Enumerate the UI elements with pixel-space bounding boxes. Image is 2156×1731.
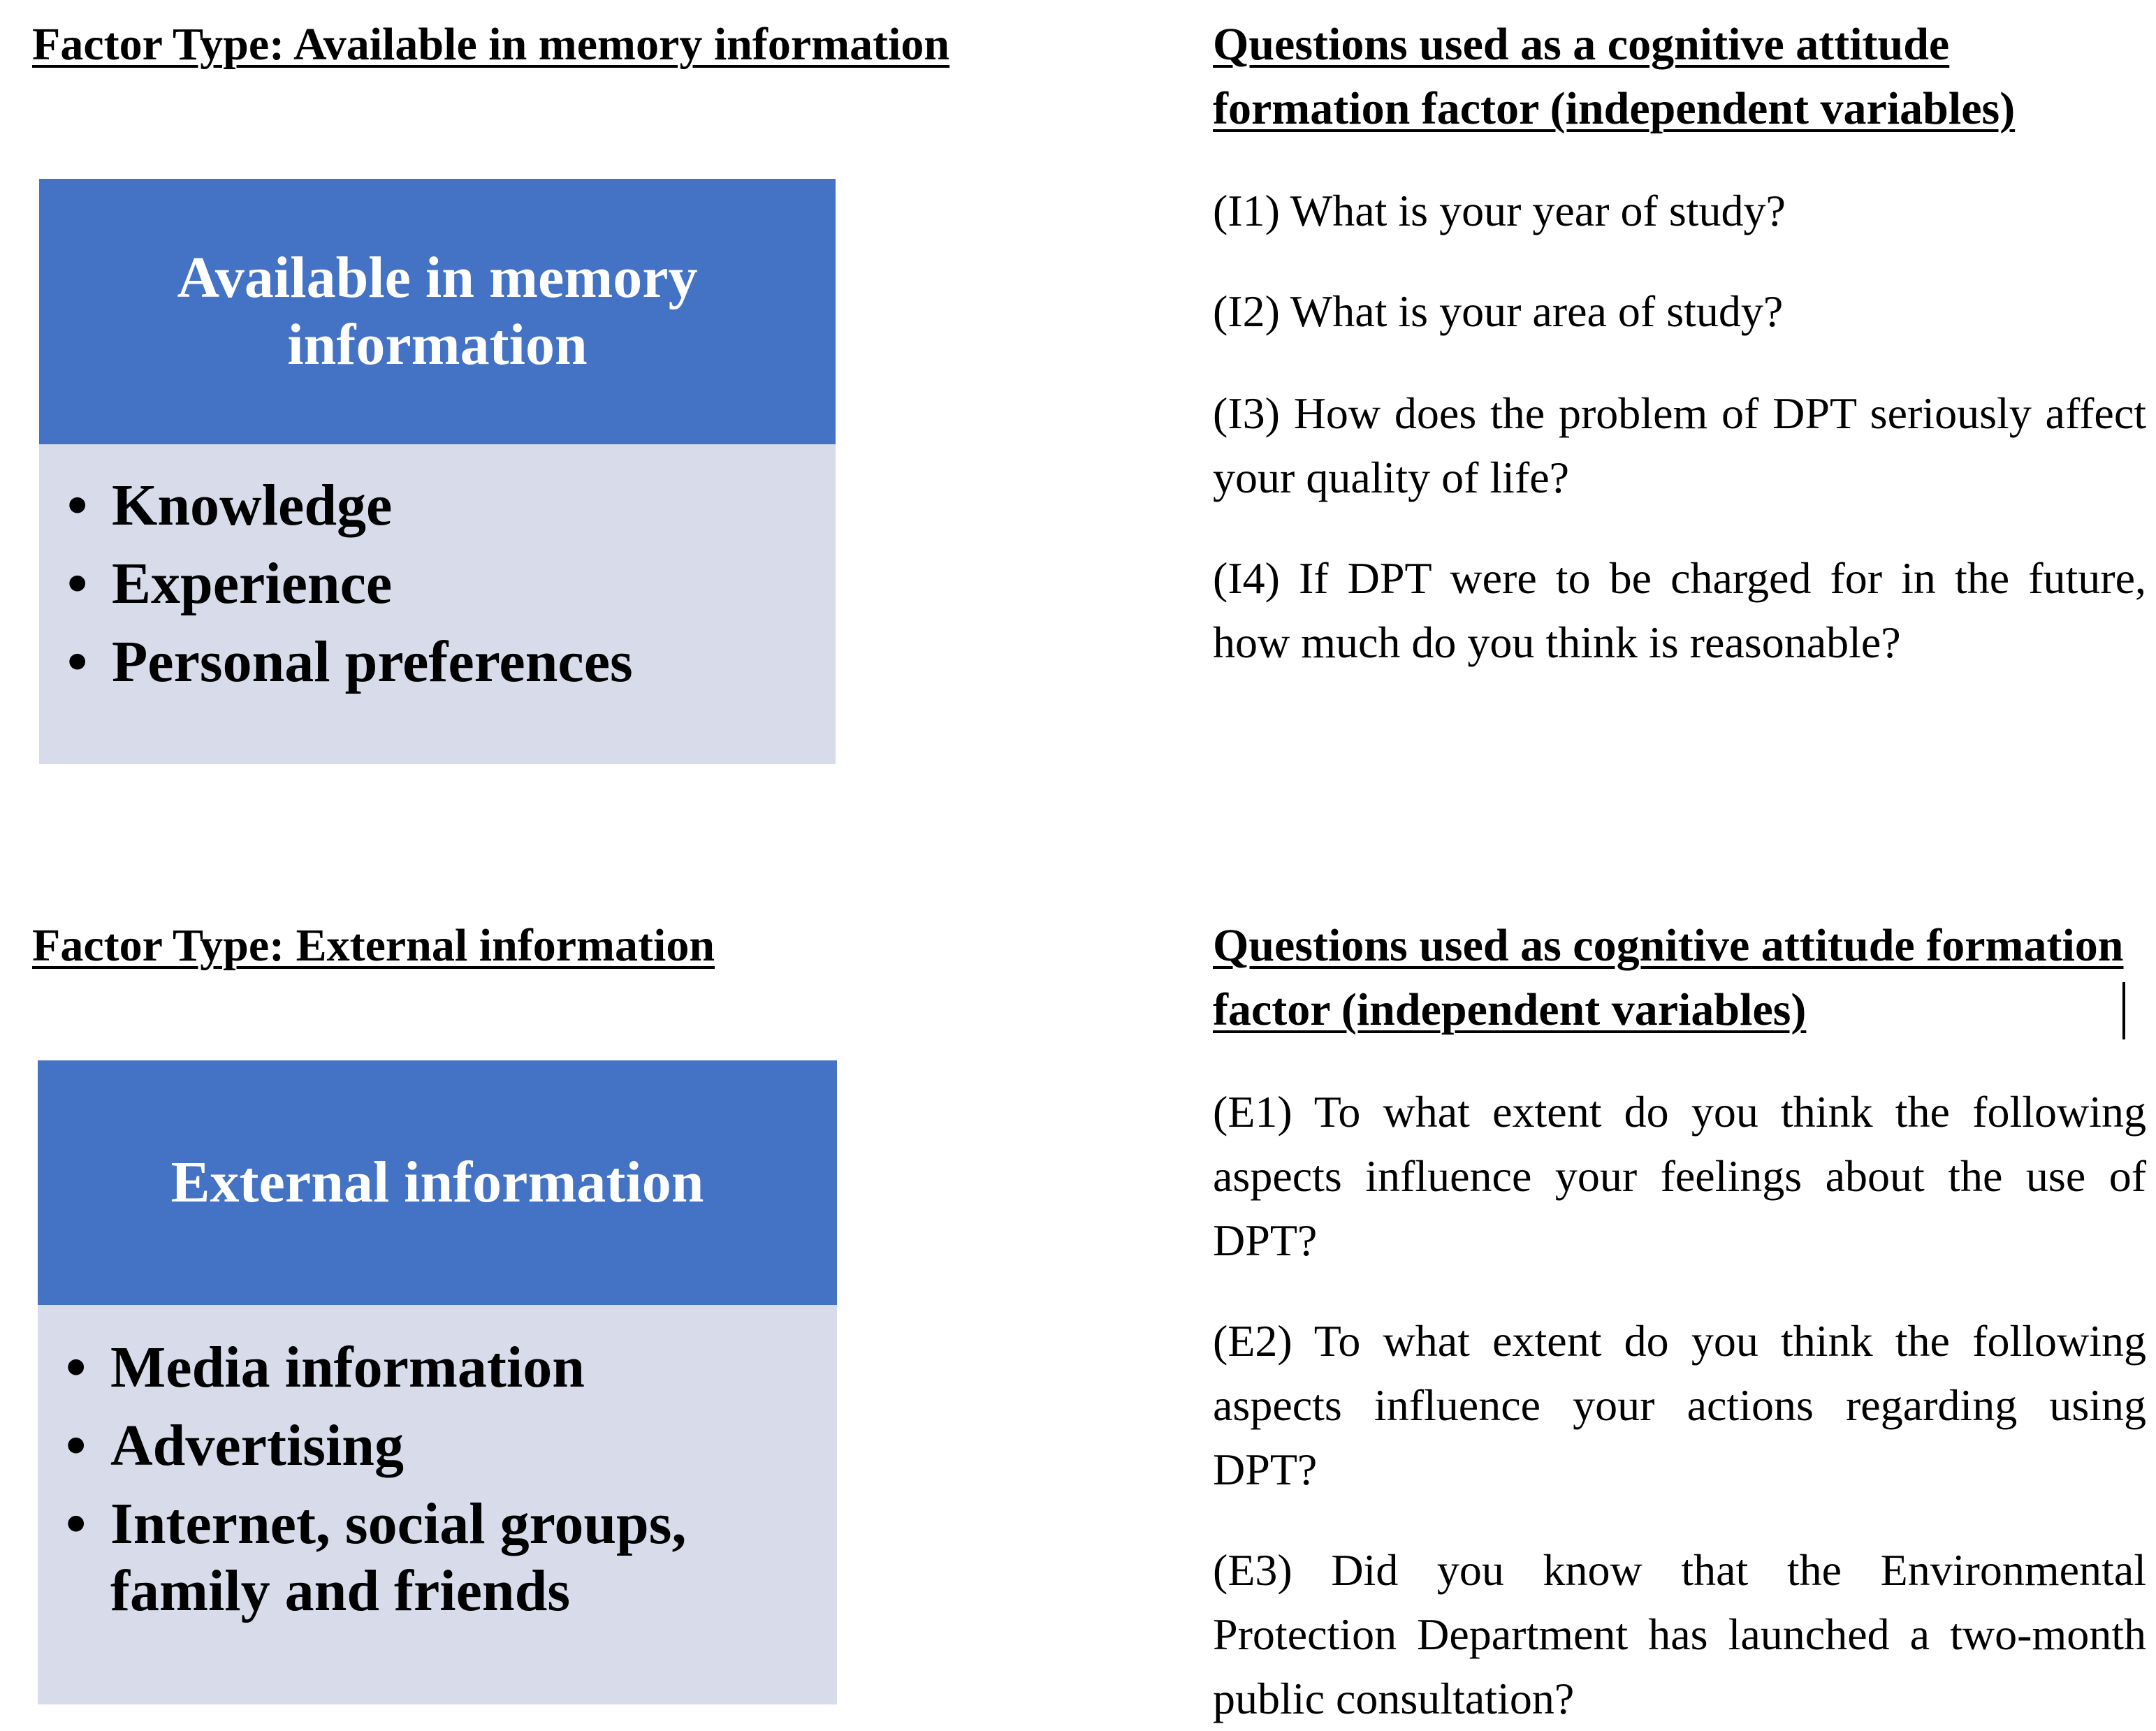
list-item-text: Experience <box>112 551 393 616</box>
list-item <box>39 467 836 545</box>
text-cursor <box>2122 982 2125 1039</box>
memory-info-box <box>39 179 836 764</box>
factor-heading-external: Factor Type: External information <box>32 920 715 971</box>
list-item-text: Personal preferences <box>112 629 633 694</box>
external-info-box <box>38 1060 837 1704</box>
list-item-text: Advertising <box>110 1413 404 1478</box>
questions-heading-memory <box>1213 13 2146 141</box>
list-item <box>38 1407 809 1485</box>
question-i2: (I2) What is your area of study? <box>1213 286 1784 336</box>
bullet-icon: • <box>67 551 88 616</box>
bullet-icon: • <box>67 473 88 538</box>
questions-heading-external <box>1213 914 2146 1042</box>
list-item <box>38 1329 809 1407</box>
list-item-text: Knowledge <box>112 473 393 538</box>
external-info-list <box>38 1329 809 1625</box>
memory-info-box-title: Available in memory information <box>39 179 836 444</box>
list-item-text: Media information <box>110 1335 585 1400</box>
external-info-box-title: External information <box>38 1060 837 1305</box>
question-i1: (I1) What is your year of study? <box>1213 186 1786 235</box>
list-item <box>39 545 836 623</box>
list-item <box>39 623 836 701</box>
bullet-icon: • <box>66 1491 87 1556</box>
list-item <box>38 1491 809 1625</box>
memory-info-list <box>39 467 836 701</box>
factor-heading-memory: Factor Type: Available in memory information <box>32 19 950 70</box>
list-item-text: Internet, social groups, family and friends <box>110 1491 687 1623</box>
question-i3: (I3) How does the problem of DPT seriously affect your quality of life? <box>1213 388 2146 502</box>
question-i4: (I4) If DPT were to be charged for in the future, how much do you think is reasonable? <box>1213 553 2146 667</box>
bullet-icon: • <box>66 1335 87 1400</box>
questions-heading-external-text: Questions used as cognitive attitude formation factor (independent variables) <box>1213 920 2124 1035</box>
question-e1: (E1) To what extent do you think the following aspects influence your feelings about the use of DPT? <box>1213 1087 2146 1265</box>
questions-heading-memory-text: Questions used as a cognitive attitude formation factor (independent variables) <box>1213 19 2016 134</box>
bullet-icon: • <box>67 629 88 694</box>
question-e2: (E2) To what extent do you think the following aspects influence your actions regarding using DPT? <box>1213 1316 2146 1494</box>
question-e3: (E3) Did you know that the Environmental Protection Department has launched a two-month public consultation? <box>1213 1545 2146 1723</box>
bullet-icon: • <box>66 1413 87 1478</box>
